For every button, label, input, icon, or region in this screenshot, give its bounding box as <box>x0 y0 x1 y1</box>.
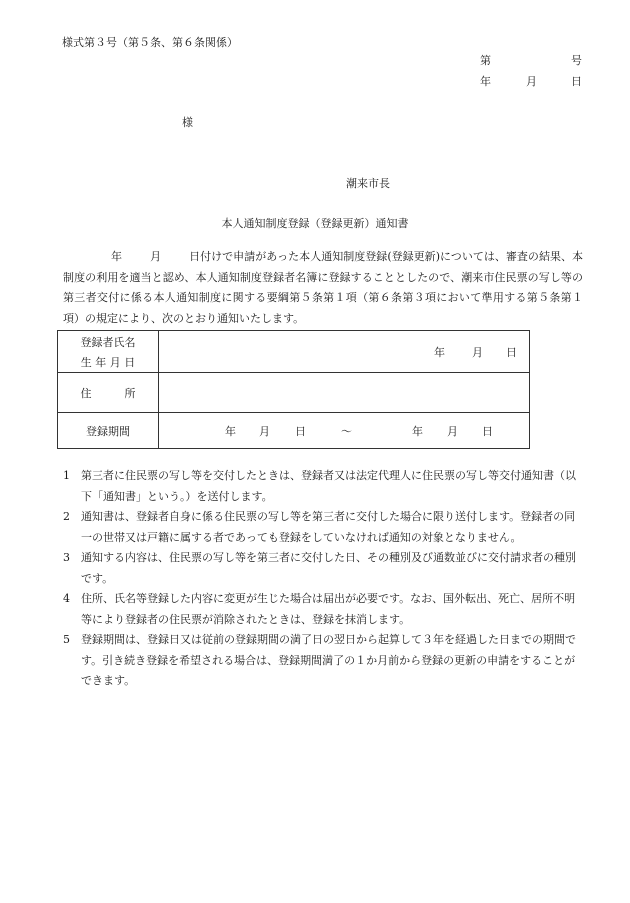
period-end-month: 月 <box>447 425 458 438</box>
period-end-day: 日 <box>482 425 493 438</box>
document-number-label: 第 <box>480 54 491 67</box>
issue-date-year: 年 <box>480 75 491 88</box>
note-item <box>63 548 583 589</box>
birth-month: 月 <box>472 346 483 359</box>
period-header: 登録期間 <box>58 413 159 449</box>
period-start-month: 月 <box>259 425 270 438</box>
note-item <box>63 630 583 692</box>
body-text: 日付けで申請があった本人通知制度登録(登録更新)については、審査の結果、本制度の利用を適当と認め、本人通知制度登録者名簿に登録することとしたので、潮来市住民票の写し等の第三者交付に係る本人通知制度に関する要綱第５条第１項（第６条第３項において準用する第５条第１項）の規定により、次のとおり通知いたします。 <box>63 250 584 325</box>
table-row-address <box>58 373 530 413</box>
issue-date-month: 月 <box>526 75 537 88</box>
name-birthdate-header <box>58 331 159 373</box>
notes-list <box>63 466 583 692</box>
note-text: 登録期間は、登録日又は従前の登録期間の満了日の翌日から起算して３年を経過した日までの期間です。引き続き登録を希望される場合は、登録期間満了の１か月前から登録の更新の申請をすることができます。 <box>81 633 576 687</box>
registration-table <box>57 330 530 449</box>
note-number: 3 <box>63 551 70 564</box>
birth-year: 年 <box>434 346 445 359</box>
period-start-year: 年 <box>225 425 236 438</box>
period-cell <box>159 413 530 449</box>
note-number: 4 <box>63 592 70 605</box>
table-row-period <box>58 413 530 449</box>
note-text: 通知書は、登録者自身に係る住民票の写し等を第三者に交付した場合に限り送付します。登録者の同一の世帯又は戸籍に属する者であっても登録をしていなければ通知の対象となりません。 <box>81 510 576 544</box>
address-header: 住 所 <box>58 373 159 413</box>
name-birthdate-cell <box>159 331 530 373</box>
note-item <box>63 507 583 548</box>
note-number: 2 <box>63 510 70 523</box>
body-date-month: 月 <box>150 250 162 263</box>
table-row-name-birthdate <box>58 331 530 373</box>
form-number: 様式第３号（第５条、第６条関係） <box>62 36 238 49</box>
note-number: 5 <box>63 633 70 646</box>
period-tilde: ～ <box>341 425 352 438</box>
birth-day: 日 <box>506 346 517 359</box>
birthdate-label: 生 年 月 日 <box>80 355 136 369</box>
note-item <box>63 589 583 630</box>
note-text: 住所、氏名等登録した内容に変更が生じた場合は届出が必要です。なお、国外転出、死亡、居所不明等により登録者の住民票が消除されたときは、登録を抹消します。 <box>81 592 576 626</box>
body-paragraph-block <box>63 247 583 329</box>
address-cell <box>159 373 530 413</box>
period-end-year: 年 <box>412 425 423 438</box>
note-item <box>63 466 583 507</box>
note-number: 1 <box>63 469 70 482</box>
issue-date-day: 日 <box>571 75 582 88</box>
body-paragraph <box>63 247 583 329</box>
issuer-name: 潮来市長 <box>346 177 390 190</box>
name-label: 登録者氏名 <box>80 335 136 349</box>
note-text: 通知する内容は、住民票の写し等を第三者に交付した日、その種別及び通数並びに交付請求者の種別です。 <box>81 551 576 585</box>
addressee-honorific: 様 <box>182 116 193 129</box>
note-text: 第三者に住民票の写し等を交付したときは、登録者又は法定代理人に住民票の写し等交付通知書（以下「通知書」という。）を送付します。 <box>81 469 576 503</box>
document-title: 本人通知制度登録（登録更新）通知書 <box>221 217 409 230</box>
period-start-day: 日 <box>295 425 306 438</box>
document-number-suffix: 号 <box>571 54 582 67</box>
body-date-year: 年 <box>111 250 123 263</box>
